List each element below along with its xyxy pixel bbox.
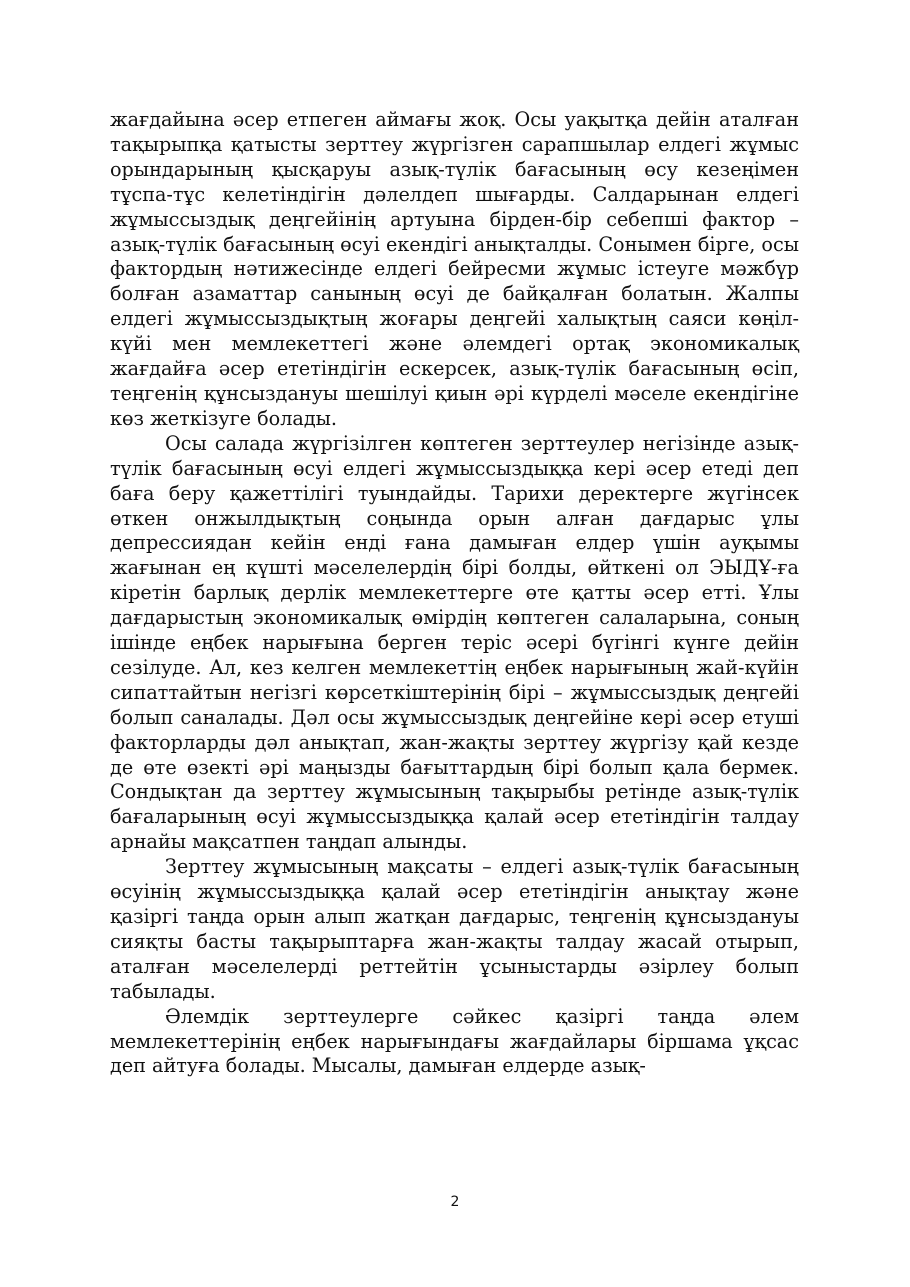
page-number: 2 (450, 1194, 460, 1210)
paragraph-3: Зерттеу жұмысының мақсаты – елдегі азық-түлік бағасының өсуінің жұмыссыздыққа қалай әсер ететіндігін анықтау және қазіргі таңда орын алып жатқан дағдарыс, теңгенің құнсыздануы сияқты басты тақырыптарға жан-жақты талдау жасай отырып, аталған мәселелерді реттейтін ұсыныстарды әзірлеу болып табылады. (110, 855, 799, 1003)
paragraph-1: жағдайына әсер етпеген аймағы жоқ. Осы уақытқа дейін аталған тақырыпқа қатысты зерттеу жүргізген сарапшылар елдегі жұмыс орындарының қысқаруы азық-түлік бағасының өсу кезеңімен тұспа-тұс келетіндігін дәлелдеп шығарды. Салдарынан елдегі жұмыссыздық деңгейінің артуына бірден-бір себепші фактор – азық-түлік бағасының өсуі екендігі анықталды. Сонымен бірге, осы фактордың нәтижесінде елдегі бейресми жұмыс істеуге мәжбүр болған азаматтар санының өсуі де байқалған болатын. Жалпы елдегі жұмыссыздықтың жоғары деңгейі халықтың саяси көңіл-күйі мен мемлекеттегі және әлемдегі ортақ экономикалық жағдайға әсер ететіндігін ескерсек, азық-түлік бағасының өсіп, теңгенің құнсыздануы шешілуі қиын әрі күрделі мәселе екендігіне көз жеткізуге болады. (110, 108, 799, 430)
paragraph-4: Әлемдік зерттеулерге сәйкес қазіргі таңда әлем мемлекеттерінің еңбек нарығындағы жағдайлары біршама ұқсас деп айтуға болады. Мысалы, дамыған елдерде азық- (110, 1004, 799, 1078)
paragraph-2: Осы салада жүргізілген көптеген зерттеулер негізінде азық-түлік бағасының өсуі елдегі жұмыссыздыққа кері әсер етеді деп баға беру қажеттілігі туындайды. Тарихи деректерге жүгінсек өткен онжылдықтың соңында орын алған дағдарыс ұлы депрессиядан кейін енді ғана дамыған елдер үшін ауқымы жағынан ең күшті мәселелердің бірі болды, өйткені ол ЭЫДҰ-ға кіретін барлық дерлік мемлекеттерге өте қатты әсер етті. Ұлы дағдарыстың экономикалық өмірдің көптеген салаларына, соның ішінде еңбек нарығына берген теріс әсері бүгінгі күнге дейін сезілуде. Ал, кез келген мемлекеттің еңбек нарығының жай-күйін сипаттайтын негізгі көрсеткіштерінің бірі – жұмыссыздық деңгейі болып саналады. Дәл осы жұмыссыздық деңгейіне кері әсер етуші факторларды дәл анықтап, жан-жақты зерттеу жүргізу қай кезде де өте өзекті әрі маңызды бағыттардың бірі болып қала бермек. Сондықтан да зерттеу жұмысының тақырыбы ретінде азық-түлік бағаларының өсуі жұмыссыздыққа қалай әсер ететіндігін талдау арнайы мақсатпен таңдап алынды. (110, 431, 799, 854)
body-text (110, 108, 799, 1079)
